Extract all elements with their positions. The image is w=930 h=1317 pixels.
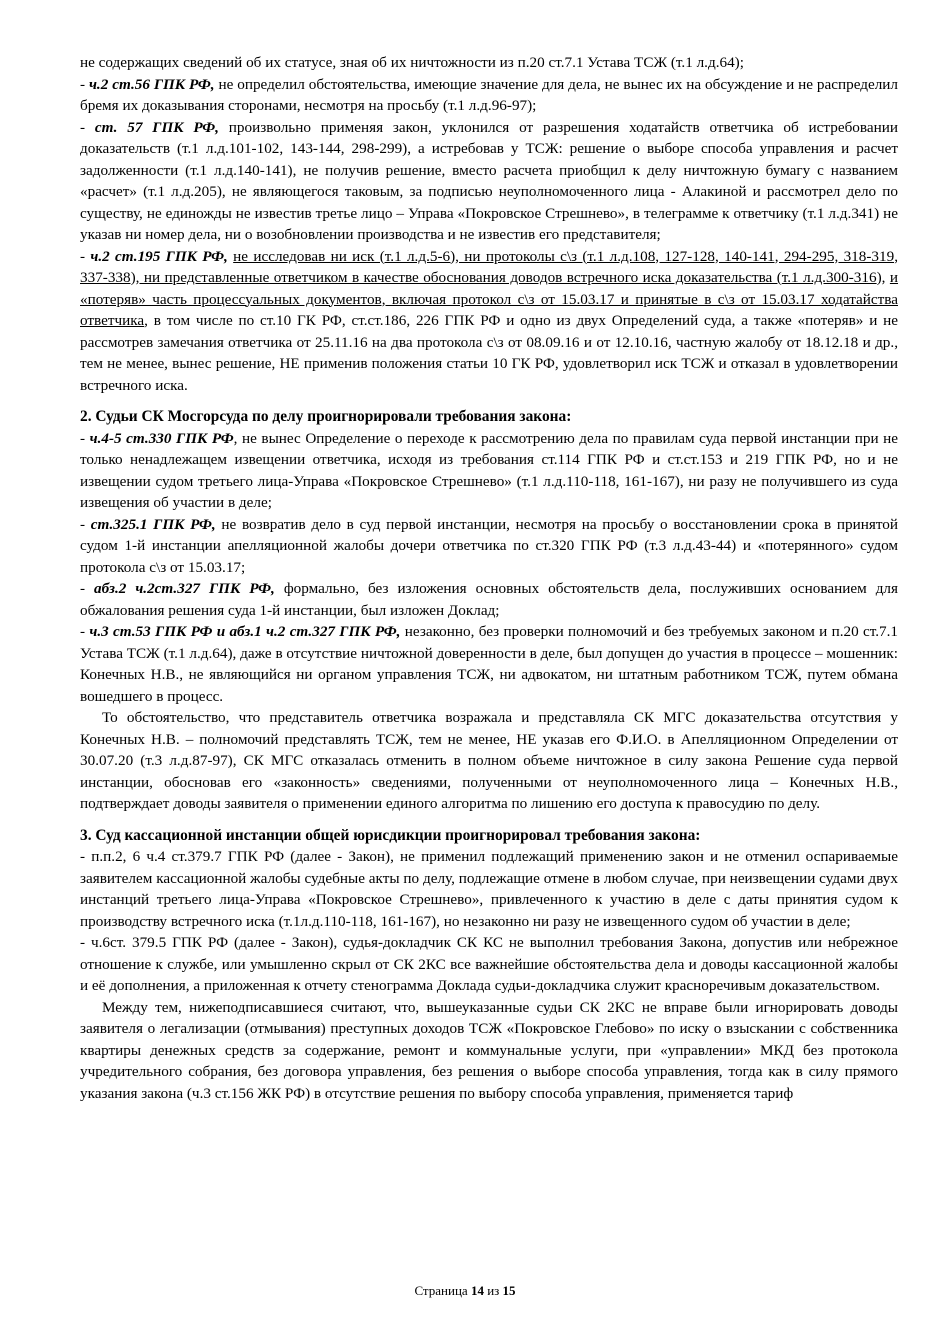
section-heading: 2. Судьи СК Мосгорсуда по делу проигнорировали требования закона: xyxy=(80,408,572,425)
law-reference: абз.2 ч.2ст.327 ГПК РФ, xyxy=(94,580,275,597)
footer-of: из xyxy=(487,1283,500,1298)
section-heading: 3. Суд кассационной инстанции общей юрисдикции проигнорировал требования закона: xyxy=(80,826,701,844)
underlined-text: не исследовав ни иск (т.1 л.д.5-6), ни протоколы с\з (т.1 л.д.108, 127-128, 140-141, 294-295, 318-319, 337-338), ни представленные ответчиком в качестве обоснования доводов встречного иска доказательства ( xyxy=(80,247,899,286)
footer-label: Страница xyxy=(414,1283,468,1298)
law-reference: ч.2 ст.195 ГПК РФ, xyxy=(90,247,228,265)
list-item: - ст. 57 ГПК РФ, произвольно применяя закон, уклонился от разрешения ходатайств ответчика об истребовании доказательств (т.1 л.д.101-102, 143-144, 298-299), а истребовав у ТСЖ: решение о выборе способа управления и расчет задолженности (т.1 л.д.140-141), не получив решение, вместо расчета приобщил к делу ничтожную бумагу с названием «расчет» (т.1 л.д.205), не являющегося таковым, за подписью неуполномоченного лица - Алакиной и рассмотрел дело по существу, не единожды не известив третье лицо – Управа «Покровское Стрешнево», в телеграмме к ответчику (т.1 л.д.341) не указав ни номер дела, ни о возобновлении производства и не известив его представителя; xyxy=(80,118,898,243)
list-item: - ст.325.1 ГПК РФ, не возвратив дело в суд первой инстанции, несмотря на просьбу о восстановлении срока в принятой судом 1-й инстанции апелляционной жалобы дочери ответчика по ст.320 ГПК РФ (т.3 л.д.43-44) и «потерянного» судом протокола с\з от 15.03.17; xyxy=(80,515,898,576)
footer-total-pages: 15 xyxy=(502,1283,516,1298)
list-item: - ч.4-5 ст.330 ГПК РФ, не вынес Определение о переходе к рассмотрению дела по правилам суда первой инстанции при не только ненадлежащем извещении ответчика, исходя из требования ст.114 ГПК РФ и ст.ст.153 и 219 ГПК РФ, но и не извещении судом третьего лица-Управа «Покровское Стрешнево» (т.1 л.д.110-118, 161-167), ни разу не получившего из суда извещения об участии в деле; xyxy=(80,429,898,511)
body-paragraph: То обстоятельство, что представитель ответчика возражала и представляла СК МГС доказательства отсутствия у Конечных Н.В. – полномочий представлять ТСЖ, тем не менее, НЕ указав его Ф.И.О. в Апелляционном Определении от 30.07.20 (т.3 л.д.87-97), СК МГС отказалась отменить в полном объеме ничтожное в силу закона Решение суда первой инстанции, обосновав его «законность» сведениями, полученными от неуполномоченного лица – Конечных Н.В., подтверждает доводы заявителя о применении единого алгоритма по лишению его доступа к правосудию по делу. xyxy=(80,709,898,812)
law-reference: ч.3 ст.53 ГПК РФ и абз.1 ч.2 ст.327 ГПК РФ, xyxy=(89,623,401,640)
law-reference: ч.4-5 ст.330 ГПК РФ xyxy=(89,429,234,447)
underlined-text: и «потеряв» часть процессуальных документов, включая протокол с\з от 15.03.17 и принятые в с\з от 15.03.17 ходатайства ответчика xyxy=(80,269,899,329)
page-footer xyxy=(0,1283,930,1299)
list-item: - ч.2 ст.56 ГПК РФ, не определил обстоятельства, имеющие значение для дела, не вынес их на обсуждение и не распределил бремя их доказывания сторонами, несмотря на просьбу (т.1 л.д.96-97); xyxy=(80,75,898,114)
document-page xyxy=(80,52,898,1104)
footer-page-number: 14 xyxy=(470,1283,484,1298)
paragraph-continuation: не содержащих сведений об их статусе, зная об их ничтожности из п.20 ст.7.1 Устава ТСЖ (т.1 л.д.64); xyxy=(80,54,744,71)
law-reference: ч.2 ст.56 ГПК РФ, xyxy=(88,75,215,93)
law-reference: ст. 57 ГПК РФ, xyxy=(94,118,219,136)
list-item: - ч.2 ст.195 ГПК РФ, не исследовав ни иск (т.1 л.д.5-6), ни протоколы с\з (т.1 л.д.108, 127-128, 140-141, 294-295, 318-319, 337-338), ни представленные ответчиком в качестве обоснования доводов встречного иска доказательства (т.1 л.д.300-316), и «потеряв» часть процессуальных документов, включая протокол с\з от 15.03.17 и принятые в с\з от 15.03.17 ходатайства ответчика, в том числе по ст.10 ГК РФ, ст.ст.186, 226 ГПК РФ и одно из двух Определений суда, а также «потеряв» и не рассмотрев замечания ответчика от 25.11.16 на два протокола с\з от 08.09.16 и от 12.10.16, частную жалобу от 18.12.18 и др., тем не менее, вынес решение, НЕ применив положения статьи 10 ГК РФ, удовлетворил иск ТСЖ и отказал в удовлетворении встречного иска. xyxy=(80,247,899,394)
law-reference: ст.325.1 ГПК РФ, xyxy=(90,515,216,533)
body-paragraph: Между тем, нижеподписавшиеся считают, что, вышеуказанные судьи СК 2КС не вправе были игнорировать доводы заявителя о легализации (отмывания) преступных доходов ТСЖ «Покровское Глебово» по иску о взыскании с собственника квартиры денежных средств за содержание, ремонт и коммунальные услуги, при «управлении» МКД без протокола учредительного собрания, без договора управления, без решения о выборе способа управления, тогда как в силу прямого указания закона (ч.3 ст.156 ЖК РФ) в отсутствие решения по выбору способа управления, применяется тариф xyxy=(80,998,898,1102)
list-item: - п.п.2, 6 ч.4 ст.379.7 ГПК РФ (далее - Закон), не применил подлежащий применению закон и не отменил оспариваемые заявителем кассационной жалобы судебные акты по делу, подлежащие отмене в любом случае, при неизвещении судами двух инстанций третьего лица-Управа «Покровское Стрешнево», привлеченного к участию в деле с даты принятия судом к производству встречного иска (т.1л.д.110-118, 161-167), но незаконно ни разу не извещенного судом об участии в деле; xyxy=(80,848,898,930)
list-item: - абз.2 ч.2ст.327 ГПК РФ, формально, без изложения основных обстоятельств дела, послуживших основанием для обжалования решения суда 1-й инстанции, был изложен Доклад; xyxy=(80,580,898,619)
underlined-text: т.1 л.д.300-316 xyxy=(781,269,877,286)
list-item: - ч.3 ст.53 ГПК РФ и абз.1 ч.2 ст.327 ГПК РФ, незаконно, без проверки полномочий и без требуемых законом и п.20 ст.7.1 Устава ТСЖ (т.1 л.д.64), даже в отсутствие ничтожной доверенности в деле, был допущен до участия в процессе – мошенник: Конечных Н.В., не являющийся ни органом управления ТСЖ, ни адвокатом, ни штатным работником ТСЖ, путем обмана вошедшего в процесс. xyxy=(80,623,898,705)
list-item: - ч.6ст. 379.5 ГПК РФ (далее - Закон), судья-докладчик СК КС не выполнил требования Закона, допустив или небрежное отношение к службе, или умышленно скрыл от СК 2КС все важнейшие обстоятельства дела и доводы кассационной жалобы и её дополнения, а приложенная к отчету стенограмма Доклада судьи-докладчика служит красноречивым доказательством. xyxy=(80,934,898,994)
